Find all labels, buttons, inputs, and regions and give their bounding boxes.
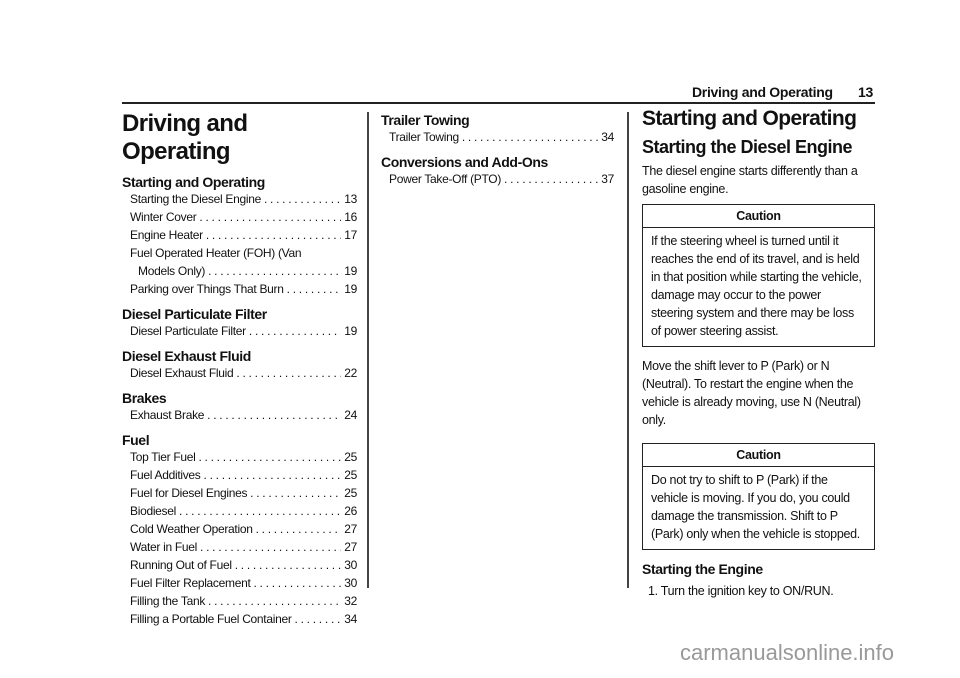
toc-entry-text: Models Only) (138, 264, 206, 278)
caution-title: Caution (643, 205, 874, 228)
toc-entry[interactable] (381, 128, 614, 146)
toc-entry-text: Exhaust Brake (130, 408, 205, 422)
toc-entry[interactable] (122, 208, 357, 226)
header-page-number: 13 (858, 84, 873, 100)
caution-box (642, 443, 875, 550)
toc-entry-text: Top Tier Fuel (130, 450, 196, 464)
leader-dots (236, 364, 341, 382)
leader-dots (179, 502, 341, 520)
toc-entry-text: Diesel Exhaust Fluid (130, 366, 234, 380)
toc-heading: Diesel Particulate Filter (122, 306, 267, 322)
toc-entry[interactable] (122, 538, 357, 556)
toc-page-number: 24 (344, 408, 357, 422)
step-item: 1. Turn the ignition key to ON/RUN. (648, 584, 834, 598)
toc-page-number: 30 (344, 558, 357, 572)
toc-entry[interactable] (122, 610, 357, 628)
toc-heading: Diesel Exhaust Fluid (122, 348, 251, 364)
leader-dots (462, 128, 598, 146)
watermark: carmanualsonline.info (680, 640, 895, 665)
toc-page-number: 34 (601, 130, 614, 144)
toc-entry[interactable] (122, 502, 357, 520)
toc-entry-text: Filling a Portable Fuel Container (130, 612, 292, 626)
toc-entry-text: Filling the Tank (130, 594, 206, 608)
toc-page-number: 25 (344, 468, 357, 482)
toc-entry-text: Diesel Particulate Filter (130, 324, 246, 338)
leader-dots (253, 574, 341, 592)
leader-dots (208, 262, 341, 280)
leader-dots (249, 322, 341, 340)
toc-entry[interactable] (122, 592, 357, 610)
toc-heading: Fuel (122, 432, 150, 448)
leader-dots (504, 170, 598, 188)
toc-entry[interactable] (122, 190, 357, 208)
toc-page-number: 22 (344, 366, 357, 380)
toc-entry[interactable] (122, 226, 357, 244)
caution-text: Do not try to shift to P (Park) if the vehicle is moving. If you do, you could damage the transmission. Shift to P (Park) only when the vehicle is stopped. (651, 473, 860, 541)
chapter-title: Driving and Operating (122, 110, 248, 165)
toc-heading: Trailer Towing (381, 112, 470, 128)
toc-entry[interactable] (122, 556, 357, 574)
toc-entry[interactable] (381, 170, 614, 188)
toc-heading: Brakes (122, 390, 167, 406)
toc-entry[interactable] (122, 280, 357, 298)
leader-dots (250, 484, 341, 502)
toc-page-number: 30 (344, 576, 357, 590)
leader-dots (199, 208, 341, 226)
toc-entry-text: Cold Weather Operation (130, 522, 253, 536)
toc-page-number: 19 (344, 282, 357, 296)
toc-entry-text: Fuel Additives (130, 468, 201, 482)
toc-entry[interactable] (122, 322, 357, 340)
leader-dots (200, 538, 341, 556)
toc-entry[interactable] (122, 466, 357, 484)
toc-entry[interactable] (122, 520, 357, 538)
toc-entry-text: Running Out of Fuel (130, 558, 232, 572)
toc-entry[interactable] (122, 484, 357, 502)
caution-box (642, 204, 875, 347)
toc-page-number: 25 (344, 486, 357, 500)
leader-dots (235, 556, 342, 574)
leader-dots (256, 520, 342, 538)
toc-entry[interactable] (122, 244, 357, 262)
toc-page-number: 17 (344, 228, 357, 242)
leader-dots (204, 466, 342, 484)
paragraph: Move the shift lever to P (Park) or N (Neutral). To restart the engine when the vehicle is already moving, use N (Neutral) only. (642, 359, 861, 427)
toc-column-1 (122, 110, 357, 628)
section-title: Starting and Operating (642, 107, 857, 130)
toc-page-number: 32 (344, 594, 357, 608)
leader-dots (198, 448, 341, 466)
toc-page-number: 26 (344, 504, 357, 518)
column-divider (367, 112, 369, 588)
header-section: Driving and Operating (692, 84, 833, 100)
toc-entry[interactable] (122, 574, 357, 592)
toc-column-2 (381, 104, 614, 188)
toc-entry-text: Starting the Diesel Engine (130, 192, 261, 206)
toc-entry-text: Trailer Towing (389, 130, 459, 144)
toc-entry-text: Biodiesel (130, 504, 176, 518)
leader-dots (207, 406, 341, 424)
leader-dots (264, 190, 341, 208)
toc-page-number: 19 (344, 264, 357, 278)
toc-entry[interactable] (122, 262, 357, 280)
leader-dots (206, 226, 341, 244)
toc-entry-text: Water in Fuel (130, 540, 198, 554)
toc-entry[interactable] (122, 364, 357, 382)
toc-entry-text: Engine Heater (130, 228, 203, 242)
toc-entry-text: Fuel Operated Heater (FOH) (Van (130, 246, 302, 260)
toc-heading: Starting and Operating (122, 174, 265, 190)
toc-entry-text: Winter Cover (130, 210, 197, 224)
leader-dots (287, 280, 342, 298)
toc-entry[interactable] (122, 448, 357, 466)
toc-page-number: 13 (344, 192, 357, 206)
toc-entry-text: Parking over Things That Burn (130, 282, 284, 296)
caution-text: If the steering wheel is turned until it reaches the end of its travel, and is held in that position while starting the vehicle, damage may occur to the power steering system and there may be loss of power steering assist. (651, 234, 862, 338)
toc-entry[interactable] (122, 406, 357, 424)
toc-page-number: 16 (344, 210, 357, 224)
toc-page-number: 25 (344, 450, 357, 464)
toc-heading: Conversions and Add-Ons (381, 154, 548, 170)
toc-page-number: 34 (344, 612, 357, 626)
toc-entry-text: Power Take-Off (PTO) (389, 172, 502, 186)
subheading: Starting the Engine (642, 561, 763, 577)
subsection-title: Starting the Diesel Engine (642, 137, 853, 157)
toc-entry-text: Fuel Filter Replacement (130, 576, 251, 590)
leader-dots (295, 610, 342, 628)
toc-page-number: 37 (601, 172, 614, 186)
caution-title: Caution (643, 444, 874, 467)
toc-page-number: 27 (344, 540, 357, 554)
content-column (642, 107, 875, 600)
toc-entry-text: Fuel for Diesel Engines (130, 486, 248, 500)
column-divider (627, 112, 629, 588)
leader-dots (208, 592, 341, 610)
toc-page-number: 27 (344, 522, 357, 536)
toc-page-number: 19 (344, 324, 357, 338)
intro-text: The diesel engine starts differently than a gasoline engine. (642, 164, 858, 196)
